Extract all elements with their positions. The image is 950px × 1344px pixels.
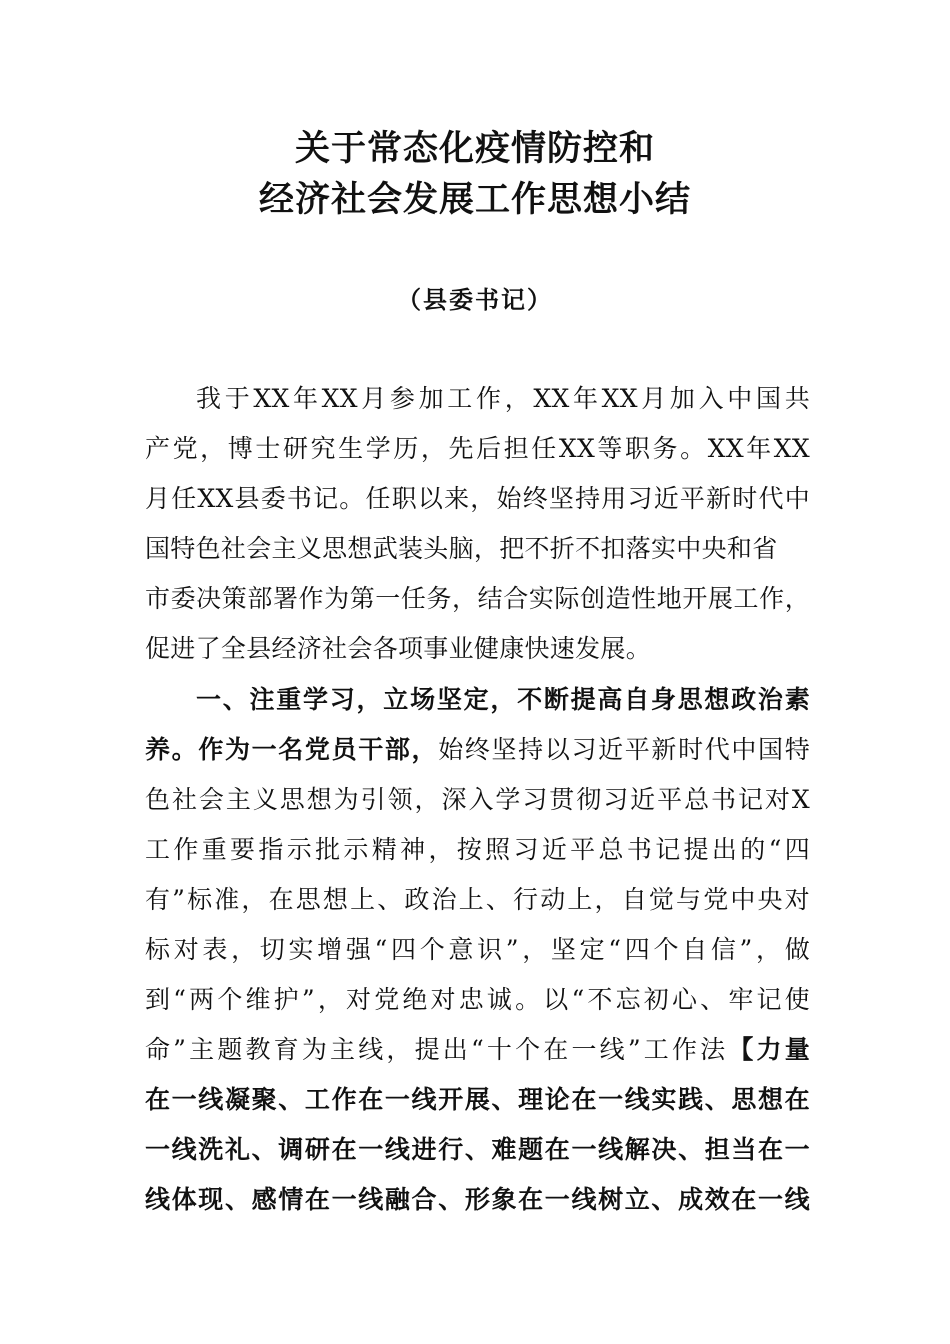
section-1-bold-line: 线体现、感情在一线融合、形象在一线树立、成效在一线 <box>145 1185 810 1214</box>
section-1-bold-line: 在一线凝聚、工作在一线开展、理论在一线实践、思想在 <box>145 1085 810 1114</box>
section-1-method-plain: 命”主题教育为主线，提出“十个在一线”工作法 <box>145 1035 729 1064</box>
document-title-line-1: 关于常态化疫情防控和 <box>294 128 655 169</box>
section-1-lead-line <box>145 737 810 762</box>
section-1-line: 到“两个维护”，对党绝对忠诚。以“不忘初心、牢记使 <box>145 985 810 1014</box>
section-1-method-bold: 【力量 <box>728 1035 810 1064</box>
document-subtitle: （县委书记） <box>397 286 553 314</box>
paragraph-1-line: 我于XX年XX月参加工作，XX年XX月加入中国共 <box>196 384 810 413</box>
section-1-line: 工作重要指示批示精神，按照习近平总书记提出的“四 <box>145 835 810 864</box>
paragraph-1-line: 国特色社会主义思想武装头脑，把不折不扣落实中央和省 <box>145 534 778 563</box>
paragraph-1-line: 月任XX县委书记。任职以来，始终坚持用习近平新时代中 <box>145 484 810 513</box>
paragraph-1-line: 市委决策部署作为第一任务，结合实际创造性地开展工作， <box>145 584 810 613</box>
document-title-line-2: 经济社会发展工作思想小结 <box>258 179 691 220</box>
section-1-line: 标对表，切实增强“四个意识”，坚定“四个自信”，做 <box>145 935 810 964</box>
paragraph-1-line: 产党，博士研究生学历，先后担任XX等职务。XX年XX <box>145 434 810 463</box>
section-1-bold-line: 一线洗礼、调研在一线进行、难题在一线解决、担当在一 <box>145 1135 810 1164</box>
section-1-method-line <box>145 1037 810 1062</box>
section-1-lead-bold: 作为一名党员干部， <box>198 735 439 764</box>
section-1-heading-end: 养。 <box>145 735 199 764</box>
section-1-lead-rest: 始终坚持以习近平新时代中国特 <box>438 735 810 764</box>
section-1-heading: 一、注重学习，立场坚定，不断提高自身思想政治素 <box>196 685 810 714</box>
section-1-line: 色社会主义思想为引领，深入学习贯彻习近平总书记对X <box>145 785 810 814</box>
section-1-line: 有”标准，在思想上、政治上、行动上，自觉与党中央对 <box>145 885 810 914</box>
paragraph-1-line: 促进了全县经济社会各项事业健康快速发展。 <box>145 634 652 663</box>
